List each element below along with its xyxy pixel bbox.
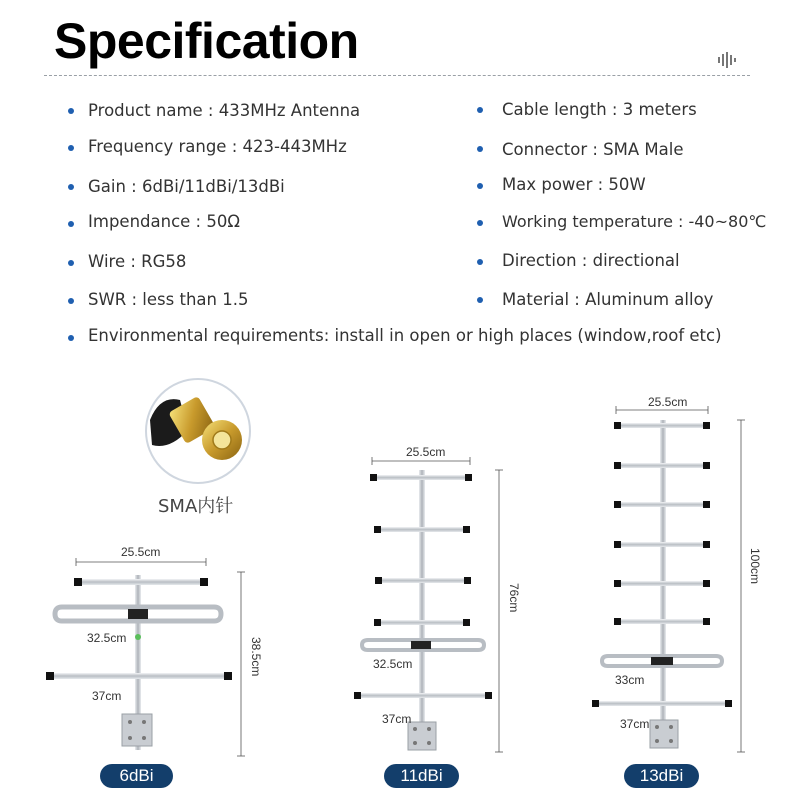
antenna-6dbi (46, 575, 232, 750)
dim-6dbi-bottom-width: 37cm (92, 689, 122, 703)
dim-6dbi-top-width: 25.5cm (121, 545, 161, 559)
gain-badge-11dbi: 11dBi (384, 764, 459, 788)
gain-badge-13dbi: 13dBi (624, 764, 699, 788)
dim-11dbi-top-width: 25.5cm (406, 445, 446, 459)
spec-working-temperature: Working temperature : -40~80℃ (502, 212, 767, 231)
dim-11dbi-height: 76cm (507, 583, 521, 613)
dim-11dbi-loop-width: 32.5cm (373, 657, 413, 671)
spec-max-power: Max power : 50W (502, 175, 646, 194)
spec-impedance: Impendance : 50Ω (88, 212, 240, 231)
sma-label: SMA内针 (158, 496, 234, 517)
spec-gain: Gain : 6dBi/11dBi/13dBi (88, 177, 285, 196)
dim-13dbi-height: 100cm (748, 548, 762, 585)
dim-6dbi-loop-width: 32.5cm (87, 631, 127, 645)
spec-connector: Connector : SMA Male (502, 140, 684, 159)
spec-material: Material : Aluminum alloy (502, 290, 714, 309)
spec-cable-length: Cable length : 3 meters (502, 100, 697, 119)
spec-frequency-range: Frequency range : 423-443MHz (88, 137, 347, 156)
spec-product-name: Product name : 433MHz Antenna (88, 101, 361, 120)
spec-environment: Environmental requirements: install in open or high places (window,roof etc) (88, 326, 722, 345)
spec-wire: Wire : RG58 (88, 252, 187, 271)
antenna-13dbi (592, 420, 732, 748)
dim-13dbi-loop-width: 33cm (615, 673, 645, 687)
dim-13dbi-top-width: 25.5cm (648, 395, 688, 409)
page-title: Specification (54, 13, 359, 69)
dim-6dbi-height: 38.5cm (249, 637, 263, 677)
gain-badge-6dbi: 6dBi (100, 764, 173, 788)
spec-swr: SWR : less than 1.5 (88, 290, 249, 309)
dim-13dbi-bottom-width: 37cm (620, 717, 650, 731)
dim-11dbi-bottom-width: 37cm (382, 712, 412, 726)
antenna-11dbi (354, 470, 492, 750)
spec-direction: Direction : directional (502, 251, 680, 270)
